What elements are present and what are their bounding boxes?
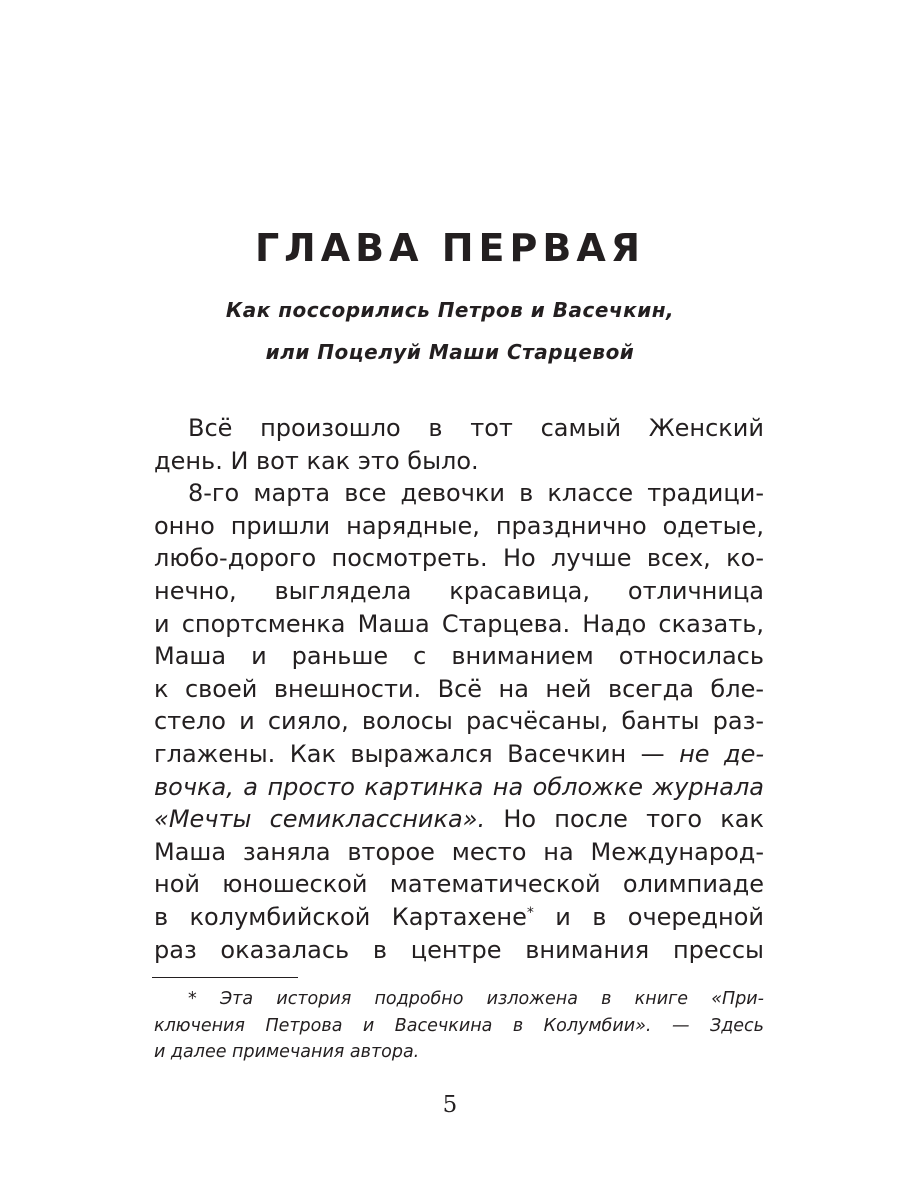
body-line: Маша и раньше с вниманием относилась	[154, 642, 764, 671]
body-line	[154, 738, 764, 771]
body-line: к своей внешности. Всё на ней всегда бле-	[154, 674, 764, 703]
footnote-line: * Эта история подробно изложена в книге «При-	[188, 989, 764, 1009]
body-text-italic: «Мечты семиклассника».	[154, 805, 486, 834]
body-line: день. И вот как это было.	[154, 446, 479, 475]
body-line: Всё произошло в тот самый Женский	[188, 414, 764, 442]
body-line: 8-го марта все девочки в классе традици-	[188, 479, 764, 508]
body-text-plain: Но после того как	[485, 805, 765, 834]
body-line: стело и сияло, волосы расчёсаны, банты раз-	[154, 707, 764, 736]
body-line	[154, 901, 764, 934]
body-text	[154, 412, 764, 966]
footnote-line: ключения Петрова и Васечкина в Колумбии». — Здесь	[154, 1015, 764, 1036]
body-text-plain: и в очередной	[533, 902, 764, 931]
chapter-title: ГЛАВА ПЕРВАЯ	[254, 226, 646, 270]
footnote-reference-mark[interactable]: *	[526, 904, 534, 921]
body-line	[154, 803, 764, 836]
body-text-plain: глажены. Как выражался Васечкин —	[154, 739, 680, 768]
body-line: раз оказалась в центре внимания прессы	[154, 935, 764, 964]
body-line: ной юношеской математической олимпиаде	[154, 870, 764, 899]
body-line: нечно, выглядела красавица, отличница	[154, 576, 764, 605]
footnote	[154, 986, 764, 1066]
body-line: Маша заняла второе место на Международ-	[154, 837, 764, 866]
body-text-plain: в колумбийской Картахене	[154, 902, 527, 931]
footnote-divider	[152, 977, 298, 978]
body-line: любо-дорого посмотреть. Но лучше всех, ко-	[154, 544, 764, 573]
body-line: и спортсменка Маша Старцева. Надо сказать,	[154, 609, 764, 638]
body-line: вочка, а просто картинка на обложке журнала	[154, 772, 764, 801]
footnote-line: и далее примечания автора.	[154, 1042, 420, 1062]
chapter-subtitle-line-1: Как поссорились Петров и Васечкин,	[225, 298, 675, 322]
body-line: онно пришли нарядные, празднично одетые,	[154, 511, 764, 540]
chapter-subtitle-line-2: или Поцелуй Маши Старцевой	[265, 340, 635, 364]
body-text-italic: не де-	[679, 739, 764, 768]
page-number: 5	[442, 1092, 458, 1118]
